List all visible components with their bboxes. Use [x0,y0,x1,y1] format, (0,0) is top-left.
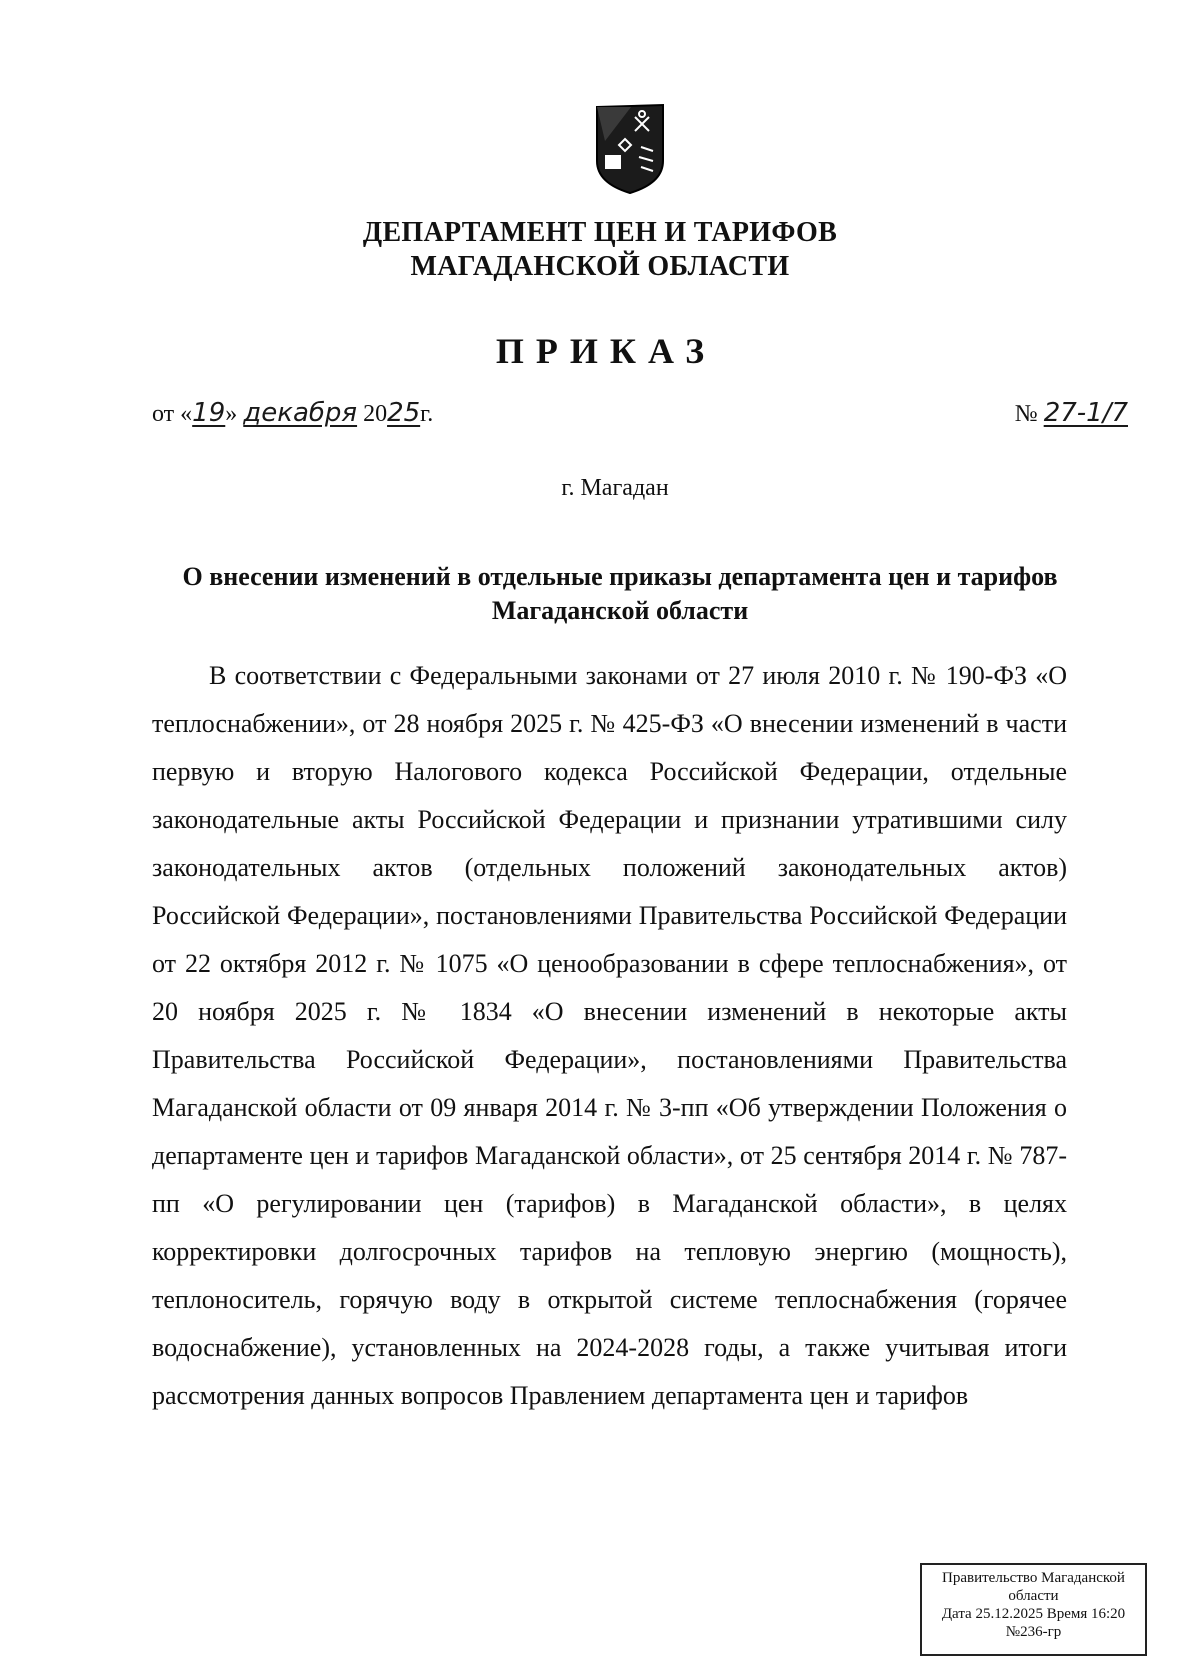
order-date [152,398,433,428]
date-day: 19 [192,398,226,428]
order-number [1015,398,1128,428]
stamp-line1: Правительство Магаданской [942,1570,1125,1586]
date-mid: » [225,401,238,427]
date-year-suffix: 25 [387,398,421,428]
registration-stamp [920,1563,1147,1656]
document-type: ПРИКАЗ [495,331,717,371]
body-paragraph: В соответствии с Федеральными законами от 27 июля 2010 г. № 190-ФЗ «О теплоснабжении», от 28 ноября 2025 г. № 425-ФЗ «О внесении изменений в части первую и вторую Налогового кодекса Российской Федерации, отдельные законодательные акты Российской Федерации и признании утратившими силу законодательных актов (отдельных положений законодательных актов) Российской Федерации», постановлениями Правительства Российской Федерации от 22 октября 2012 г. № 1075 «О ценообразовании в сфере теплоснабжения», от 20 ноября 2025 г. № 1834 «О внесении изменений в некоторые акты Правительства Российской Федерации», постановлениями Правительства Магаданской области от 09 января 2014 г. № 3-пп «Об утверждении Положения о департаменте цен и тарифов Магаданской области», от 25 сентября 2014 г. № 787-пп «О регулировании цен (тарифов) в Магаданской области», в целях корректировки долгосрочных тарифов на тепловую энергию (мощность), теплоноситель, горячую воду в открытой системе теплоснабжения (горячее водоснабжение), установленных на 2024-2028 годы, а также учитывая итоги рассмотрения данных вопросов Правлением департамента цен и тарифов [152,661,1067,1410]
city: г. Магадан [561,475,669,501]
date-year-prefix: 20 [363,401,388,427]
magadan-region-coat-of-arms-icon [591,101,669,195]
date-month: декабря [243,398,358,428]
organization-name [0,216,1200,284]
stamp-line3: Дата 25.12.2025 Время 16:20 [941,1606,1126,1622]
organization-name-line2: МАГАДАНСКОЙ ОБЛАСТИ [410,251,790,282]
number-value: 27-1/7 [1043,398,1128,428]
document-title: О внесении изменений в отдельные приказы департамента цен и тарифов Магаданской области [182,562,1058,625]
organization-name-line1: ДЕПАРТАМЕНТ ЦЕН И ТАРИФОВ [362,217,838,248]
number-prefix: № [1014,401,1038,427]
date-prefix: от « [152,401,193,427]
date-suffix: г. [420,401,434,427]
stamp-line4: №236-гр [1005,1624,1062,1640]
stamp-line2: области [1008,1588,1059,1604]
